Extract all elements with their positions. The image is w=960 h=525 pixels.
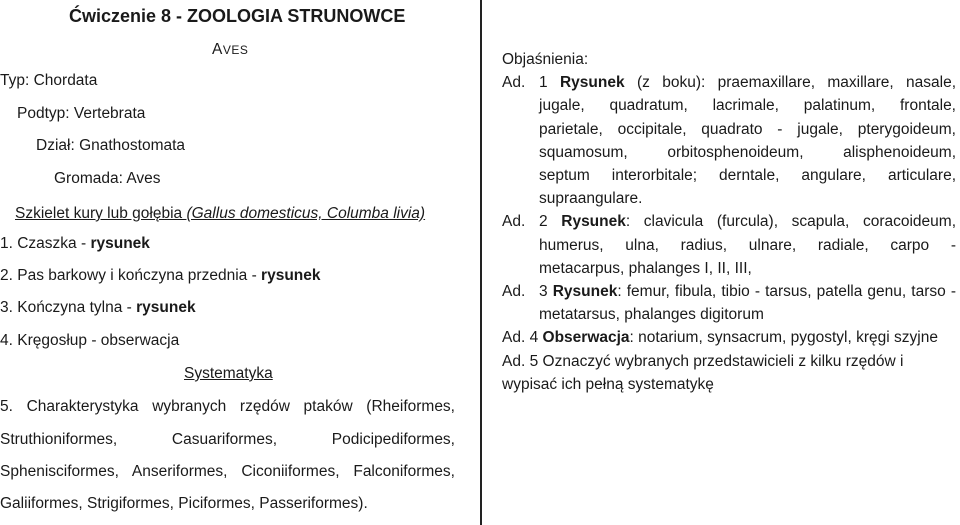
ad-2-number: 2 <box>539 213 548 231</box>
ad-1-number: 1 <box>539 74 548 92</box>
ad-1-line-3: parietale, occipitale, quadrato - jugale, pterygoideum, <box>539 120 956 138</box>
item-4-text: 4. Kręgosłup - obserwacja <box>0 332 180 349</box>
item-2-text: 2. Pas barkowy i kończyna przednia - <box>0 267 262 284</box>
ad-3-label: Ad. <box>502 283 526 301</box>
aves-first-letter: A <box>212 41 223 58</box>
column-divider <box>480 0 482 525</box>
item-3-bold: rysunek <box>136 299 196 316</box>
aves-heading <box>212 40 248 60</box>
ad-3-line-1 <box>539 280 956 303</box>
ad-2 <box>502 210 956 280</box>
ad-1-line-2: jugale, quadratum, lacrimale, palatinum, frontale, <box>539 97 956 115</box>
explanations-section <box>502 48 956 396</box>
aves-rest: VES <box>222 43 249 57</box>
ad-4-text: : notarium, synsacrum, pygostyl, kręgi szyjne <box>629 329 938 347</box>
item-1-bold: rysunek <box>90 235 150 252</box>
ad-5-label: Ad. <box>502 352 526 370</box>
ad-2-line-1-text: : clavicula (furcula), scapula, coracoideum, <box>625 213 957 231</box>
item-5-line-3: Sphenisciformes, Anseriformes, Ciconiiformes, Falconiformes, <box>0 463 455 480</box>
item-3-text: 3. Kończyna tylna - <box>0 299 137 316</box>
ad-3-bold: Rysunek <box>552 283 618 301</box>
ad-1-bold: Rysunek <box>559 74 625 92</box>
ad-2-line-2: humerus, ulna, radius, ulnare, radiale, carpo - <box>539 236 956 254</box>
item-5-line-1: 5. Charakterystyka wybranych rzędów ptaków (Rheiformes, <box>0 398 455 415</box>
item-5-line-4: Galiiformes, Strigiformes, Piciformes, Passeriformes). <box>0 495 368 512</box>
systematyka-heading: Systematyka <box>184 365 273 382</box>
podtyp-line: Podtyp: Vertebrata <box>17 105 146 122</box>
ad-4-label: Ad. <box>502 329 526 347</box>
ad-1-line-1 <box>539 71 956 94</box>
ad-4-bold: Obserwacja <box>542 329 630 347</box>
item-2-bold: rysunek <box>261 267 321 284</box>
ad-1-line-5: septum interorbitale; derntale, angulare, articulare, <box>539 167 956 185</box>
ad-2-label: Ad. <box>502 213 526 231</box>
ad-5-text: Oznaczyć wybranych przedstawicieli z kilku rzędów i <box>542 352 904 370</box>
ad-1 <box>502 71 956 210</box>
ad-1-label-text: Ad. <box>502 74 526 92</box>
ad-5-number: 5 <box>529 352 539 370</box>
item-1 <box>0 234 150 254</box>
ad-5 <box>502 350 956 373</box>
item-5-line-2: Struthioniformes, Casuariformes, Podicipediformes, <box>0 431 455 448</box>
item-2 <box>0 266 321 286</box>
ad-4 <box>502 326 956 349</box>
ad-3 <box>502 280 956 326</box>
szkielet-latin: (Gallus domesticus, Columba livia) <box>186 205 426 222</box>
ad-5-line-2: wypisać ich pełną systematykę <box>502 375 714 393</box>
ad-3-line-2: metatarsus, phalanges digitorum <box>539 306 764 324</box>
ad-1-line-1-text: (z boku): praemaxillare, maxillare, nasale, <box>624 74 957 92</box>
item-4 <box>0 331 179 351</box>
ad-1-line-6: supraangulare. <box>539 190 643 208</box>
explanations-heading: Objaśnienia: <box>502 51 589 68</box>
ad-2-bold: Rysunek <box>561 213 626 231</box>
item-1-text: 1. Czaszka - <box>0 235 91 252</box>
gromada-line: Gromada: Aves <box>54 170 161 187</box>
dzial-line: Dział: Gnathostomata <box>36 137 186 154</box>
szkielet-heading <box>15 204 425 224</box>
item-3 <box>0 298 196 318</box>
ad-1-line-4: squamosum, orbitosphenoideum, alisphenoideum, <box>539 143 956 161</box>
ad-3-number: 3 <box>539 283 548 301</box>
ad-1-label <box>502 71 525 94</box>
szkielet-prefix: Szkielet kury lub gołębia <box>15 205 187 222</box>
typ-line: Typ: Chordata <box>0 72 98 89</box>
ad-4-number: 4 <box>529 329 539 347</box>
ad-3-line-1-text: : femur, fibula, tibio - tarsus, patella genu, tarso - <box>617 283 956 301</box>
ad-2-line-3: metacarpus, phalanges I, II, III, <box>539 259 752 277</box>
page-title: Ćwiczenie 8 - ZOOLOGIA STRUNOWCE <box>69 6 406 26</box>
ad-2-line-1 <box>539 210 956 233</box>
